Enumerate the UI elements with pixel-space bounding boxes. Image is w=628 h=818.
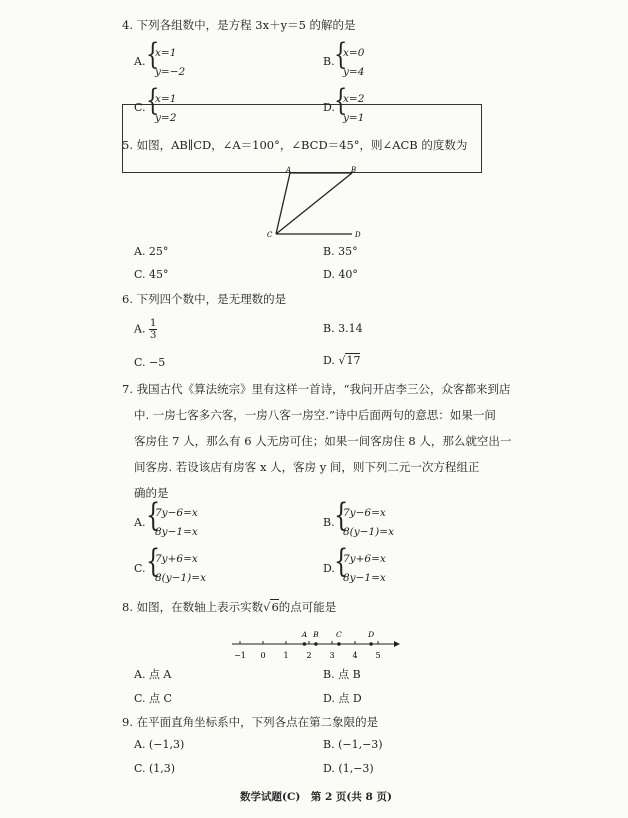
q6-option-d[interactable]: D. √17 — [323, 354, 361, 367]
q7-line-1: 7. 我国古代《算法统宗》里有这样一首诗，“我问开店李三公，众客都来到店 — [122, 382, 511, 396]
q7-line-5: 确的是 — [134, 486, 169, 500]
page-footer: 数学试题(C) 第 2 页(共 8 页) — [240, 791, 392, 803]
brace-icon: { — [146, 83, 160, 118]
q4-stem: 4. 下列各组数中，是方程 3x＋y＝5 的解的是 — [122, 18, 356, 32]
q7-line-2: 中. 一房七客多六客，一房八客一房空.”诗中后面两句的意思：如果一间 — [134, 408, 496, 422]
brace-icon: { — [334, 496, 349, 534]
q5-label-b: B — [351, 166, 357, 174]
axis-tick-label: 4 — [352, 651, 358, 660]
brace-icon: { — [146, 542, 161, 580]
point-label-d: D — [368, 630, 375, 639]
point-a — [303, 642, 307, 646]
q5-label-d: D — [355, 231, 361, 239]
q6-option-c[interactable]: C. −5 — [134, 356, 166, 369]
point-b — [314, 642, 318, 646]
axis-tick-label: 1 — [283, 651, 289, 660]
q5-option-a[interactable]: A. 25° — [134, 245, 169, 258]
point-d — [369, 642, 373, 646]
axis-tick-label: 0 — [260, 651, 266, 660]
q8-option-b[interactable]: B. 点 B — [323, 668, 361, 681]
q5-label-a: A — [286, 166, 292, 174]
q5-option-b[interactable]: B. 35° — [323, 245, 358, 258]
brace-icon: { — [146, 37, 160, 72]
q4-option-b-label[interactable]: B. — [323, 55, 335, 68]
point-label-b: B — [313, 630, 319, 639]
sqrt-icon: √ — [338, 354, 346, 367]
q5-option-d[interactable]: D. 40° — [323, 268, 358, 281]
point-c — [337, 642, 341, 646]
q9-option-b[interactable]: B. (−1,−3) — [323, 738, 383, 751]
q7-option-b-label[interactable]: B. — [323, 516, 335, 529]
axis-tick-label: 5 — [375, 651, 381, 660]
q6-stem: 6. 下列四个数中，是无理数的是 — [122, 292, 287, 306]
q5-figure — [262, 164, 372, 240]
fraction-one-third: $\frac{1}{3}$ — [149, 318, 157, 341]
q4-option-a-label[interactable]: A. — [134, 55, 146, 68]
axis-tick-label: 3 — [329, 651, 335, 660]
q9-option-d[interactable]: D. (1,−3) — [323, 762, 374, 775]
q4-option-d-label[interactable]: D. — [323, 101, 335, 114]
q5-stem: 5. 如图，AB∥CD，∠A＝100°，∠BCD＝45°，则∠ACB 的度数为 — [122, 138, 468, 152]
q4-option-c-label[interactable]: C. — [134, 101, 146, 114]
brace-icon: { — [146, 496, 161, 534]
axis-tick-label: 2 — [306, 651, 312, 660]
point-label-a: A — [301, 630, 308, 639]
q9-stem: 9. 在平面直角坐标系中，下列各点在第二象限的是 — [122, 715, 379, 729]
q7-option-a-label[interactable]: A. — [134, 516, 146, 529]
q6-option-a[interactable]: A. $\frac{1}{3}$ — [134, 318, 157, 341]
q7-option-c-label[interactable]: C. — [134, 562, 146, 575]
q7-line-4: 间客房. 若设该店有房客 x 人，客房 y 间，则下列二元一次方程组正 — [134, 460, 480, 474]
q9-option-a[interactable]: A. (−1,3) — [134, 738, 185, 751]
brace-icon: { — [334, 542, 349, 580]
q5-label-c: C — [267, 231, 273, 239]
q8-option-d[interactable]: D. 点 D — [323, 692, 362, 705]
q5-option-c[interactable]: C. 45° — [134, 268, 169, 281]
q9-option-c[interactable]: C. (1,3) — [134, 762, 176, 775]
q8-stem: 8. 如图，在数轴上表示实数√6的点可能是 — [122, 600, 337, 614]
sqrt-icon: √ — [263, 600, 271, 614]
point-label-c: C — [336, 630, 342, 639]
arrow-right-icon — [394, 641, 400, 647]
brace-icon: { — [334, 83, 348, 118]
axis-tick-label: −1 — [234, 651, 246, 660]
q7-line-3: 客房住 7 人，那么有 6 人无房可住；如果一间客房住 8 人，那么就空出一 — [134, 434, 512, 448]
q8-option-c[interactable]: C. 点 C — [134, 692, 172, 705]
brace-icon: { — [334, 37, 348, 72]
q6-option-b[interactable]: B. 3.14 — [323, 322, 363, 335]
q8-number-line — [228, 622, 400, 664]
q8-option-a[interactable]: A. 点 A — [134, 668, 172, 681]
q7-option-d-label[interactable]: D. — [323, 562, 335, 575]
